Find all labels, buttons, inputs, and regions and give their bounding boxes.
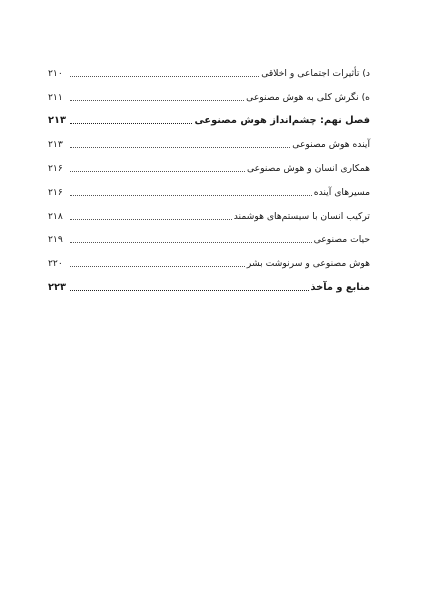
toc-entry-title: منابع و مآخذ xyxy=(310,281,370,293)
toc-references-entry[interactable] xyxy=(48,272,370,296)
toc-entry[interactable] xyxy=(48,225,370,249)
toc-entry-title: ه) نگرش کلی به هوش مصنوعی xyxy=(246,91,370,103)
dot-leader xyxy=(70,147,290,148)
dot-leader xyxy=(70,195,312,196)
toc-entry-page: ۲۱۶ xyxy=(48,186,63,198)
dot-leader xyxy=(70,123,192,124)
toc-entry[interactable] xyxy=(48,177,370,201)
toc-entry-title: حیات مصنوعی xyxy=(313,234,370,246)
toc-entry[interactable] xyxy=(48,153,370,177)
toc-entry[interactable] xyxy=(48,82,370,106)
dot-leader xyxy=(70,290,309,291)
toc-entry[interactable] xyxy=(48,58,370,82)
dot-leader xyxy=(70,171,245,172)
toc-entry-title: آینده هوش مصنوعی xyxy=(292,139,370,151)
table-of-contents xyxy=(48,58,370,296)
dot-leader xyxy=(70,76,259,77)
toc-chapter-entry[interactable] xyxy=(48,106,370,130)
toc-entry-page: ۲۲۳ xyxy=(48,281,66,293)
toc-entry-page: ۲۲۰ xyxy=(48,258,63,270)
toc-entry-title: هوش مصنوعی و سرنوشت بشر xyxy=(246,258,370,270)
toc-entry-page: ۲۱۹ xyxy=(48,234,63,246)
toc-entry[interactable] xyxy=(48,129,370,153)
toc-entry-page: ۲۱۱ xyxy=(48,91,63,103)
toc-entry[interactable] xyxy=(48,201,370,225)
dot-leader xyxy=(70,219,232,220)
toc-entry-title: فصل نهم: چشم‌انداز هوش مصنوعی xyxy=(194,115,370,127)
toc-entry-page: ۲۱۳ xyxy=(48,115,66,127)
toc-entry-title: د) تأثیرات اجتماعی و اخلاقی xyxy=(261,67,370,79)
dot-leader xyxy=(70,242,312,243)
dot-leader xyxy=(70,266,245,267)
toc-entry-title: ترکیب انسان با سیستم‌های هوشمند xyxy=(233,210,370,222)
toc-entry-page: ۲۱۶ xyxy=(48,162,63,174)
toc-entry-page: ۲۱۳ xyxy=(48,139,63,151)
toc-entry[interactable] xyxy=(48,248,370,272)
dot-leader xyxy=(70,100,244,101)
toc-entry-page: ۲۱۰ xyxy=(48,67,63,79)
toc-entry-title: همکاری انسان و هوش مصنوعی xyxy=(247,162,370,174)
toc-entry-title: مسیرهای آینده xyxy=(313,186,370,198)
toc-entry-page: ۲۱۸ xyxy=(48,210,63,222)
